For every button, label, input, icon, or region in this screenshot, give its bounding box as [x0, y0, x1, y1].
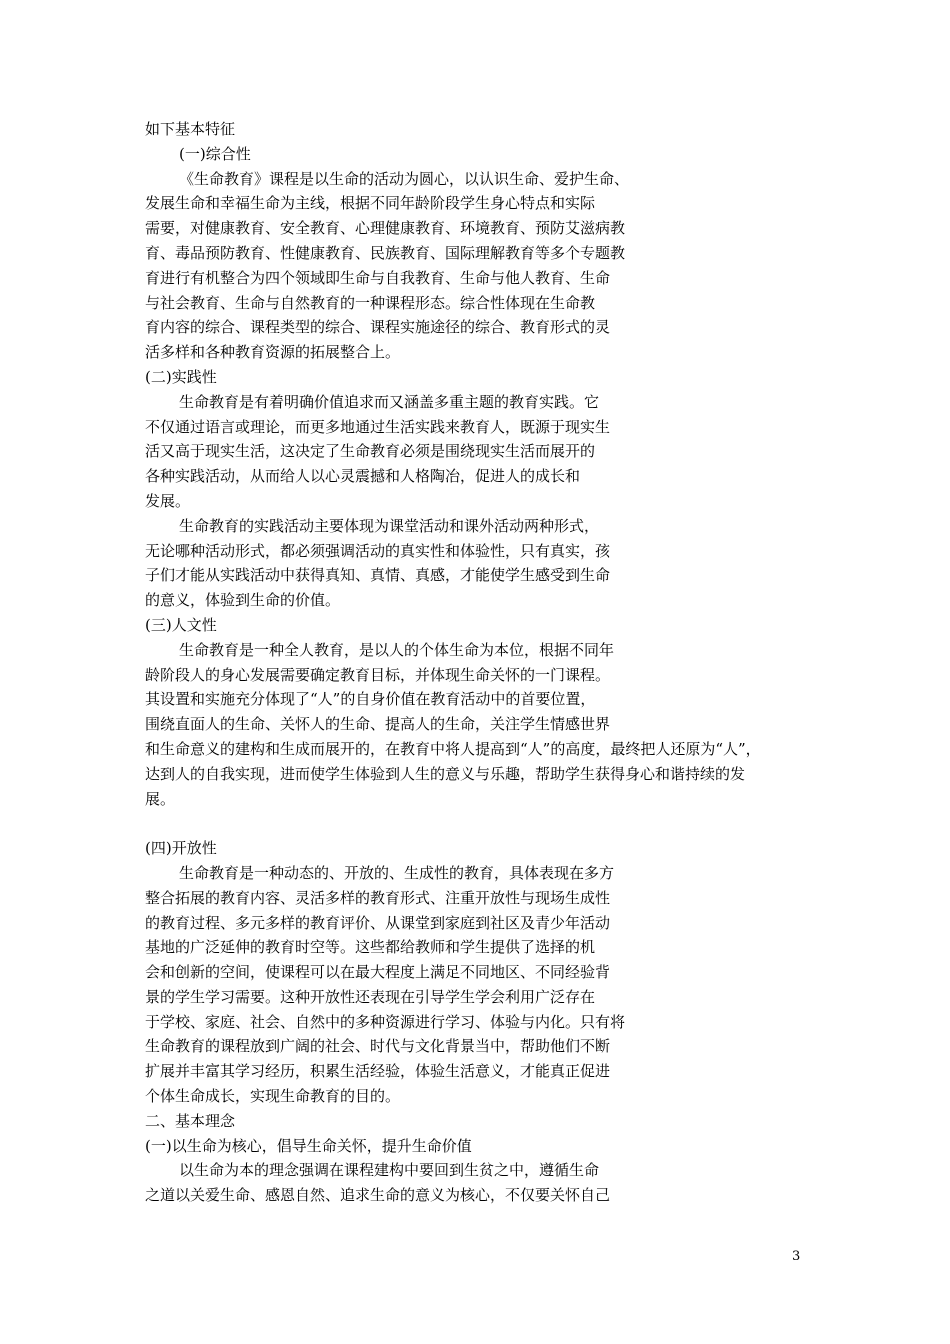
section-heading-basic-concepts: 二、基本理念 [145, 1111, 236, 1130]
section-heading-open: (四)开放性 [145, 839, 217, 858]
text-line: 各种实践活动，从而给人以心灵震撼和人格陶冶，促进人的成长和 [145, 467, 581, 486]
text-line: 个体生命成长，实现生命教育的目的。 [145, 1087, 401, 1106]
text-line: 扩展并丰富其学习经历，积累生活经验，体验生活意义，才能真正促进 [145, 1062, 611, 1081]
text-line: 和生命意义的建构和生成而展开的，在教育中将人提高到“人”的高度，最终把人还原为“人”， [145, 739, 761, 758]
text-line: 龄阶段人的身心发展需要确定教育目标，并体现生命关怀的一门课程。 [145, 665, 611, 684]
text-line: 之道以关爱生命、感恩自然、追求生命的意义为核心，不仅要关怀自己 [145, 1186, 611, 1205]
section-heading-comprehensive: (一)综合性 [179, 144, 251, 163]
text-line: 生命教育是一种动态的、开放的、生成性的教育，具体表现在多方 [179, 863, 615, 882]
text-line: 于学校、家庭、社会、自然中的多种资源进行学习、体验与内化。只有将 [145, 1012, 626, 1031]
text-line: 育内容的综合、课程类型的综合、课程实施途径的综合、教育形式的灵 [145, 318, 611, 337]
document-body [145, 117, 815, 1208]
page-number: 3 [792, 1249, 801, 1264]
text-line: 会和创新的空间，使课程可以在最大程度上满足不同地区、不同经验背 [145, 963, 611, 982]
text-line: 生命教育是一种全人教育，是以人的个体生命为本位，根据不同年 [179, 640, 615, 659]
text-line: 育、毒品预防教育、性健康教育、民族教育、国际理解教育等多个专题教 [145, 243, 626, 262]
text-line: 以生命为本的理念强调在课程建构中要回到生贫之中，遵循生命 [179, 1161, 600, 1180]
text-line: 生命教育是有着明确价值追求而又涵盖多重主题的教育实践。它 [179, 392, 600, 411]
text-line: 育进行有机整合为四个领域即生命与自我教育、生命与他人教育、生命 [145, 268, 611, 287]
text-line: 整合拓展的教育内容、灵活多样的教育形式、注重开放性与现场生成性 [145, 888, 611, 907]
text-line: 基地的广泛延伸的教育时空等。这些都给教师和学生提供了选择的机 [145, 938, 596, 957]
text-line: 展。 [145, 789, 176, 808]
text-line: 活多样和各种教育资源的拓展整合上。 [145, 343, 401, 362]
blank-line [145, 811, 815, 836]
text-line: 生命教育的课程放到广阔的社会、时代与文化背景当中，帮助他们不断 [145, 1037, 611, 1056]
text-line: 如下基本特征 [145, 120, 236, 138]
subsection-heading: (一)以生命为核心，倡导生命关怀，提升生命价值 [145, 1136, 472, 1155]
text-line: 活又高于现实生活，这决定了生命教育必须是围绕现实生活而展开的 [145, 442, 596, 461]
text-line: 围绕直面人的生命、关怀人的生命、提高人的生命，关注学生情感世界 [145, 715, 611, 734]
text-line: 与社会教育、生命与自然教育的一种课程形态。综合性体现在生命教 [145, 293, 596, 312]
text-line: 需要，对健康教育、安全教育、心理健康教育、环境教育、预防艾滋病教 [145, 219, 626, 238]
text-line: 《生命教育》课程是以生命的活动为圆心，以认识生命、爱护生命、 [179, 169, 630, 188]
text-line: 其设置和实施充分体现了“人”的自身价值在教育活动中的首要位置， [145, 690, 596, 709]
text-line: 生命教育的实践活动主要体现为课堂活动和课外活动两种形式， [179, 516, 600, 535]
text-line: 发展。 [145, 491, 191, 510]
text-line: 不仅通过语言或理论，而更多地通过生活实践来教育人，既源于现实生 [145, 417, 611, 436]
text-line: 景的学生学习需要。这种开放性还表现在引导学生学会利用广泛存在 [145, 987, 596, 1006]
section-heading-practical: (二)实践性 [145, 367, 217, 386]
text-line: 发展生命和幸福生命为主线，根据不同年龄阶段学生身心特点和实际 [145, 194, 596, 213]
section-heading-humanistic: (三)人文性 [145, 615, 217, 634]
text-line: 的意义，体验到生命的价值。 [145, 591, 341, 610]
text-line: 子们才能从实践活动中获得真知、真情、真感，才能使学生感受到生命 [145, 566, 611, 585]
text-line: 无论哪种活动形式，都必须强调活动的真实性和体验性，只有真实，孩 [145, 541, 611, 560]
text-line: 达到人的自我实现，进而使学生体验到人生的意义与乐趣，帮助学生获得身心和谐持续的发 [145, 764, 746, 783]
text-line: 的教育过程、多元多样的教育评价、从课堂到家庭到社区及青少年活动 [145, 913, 611, 932]
